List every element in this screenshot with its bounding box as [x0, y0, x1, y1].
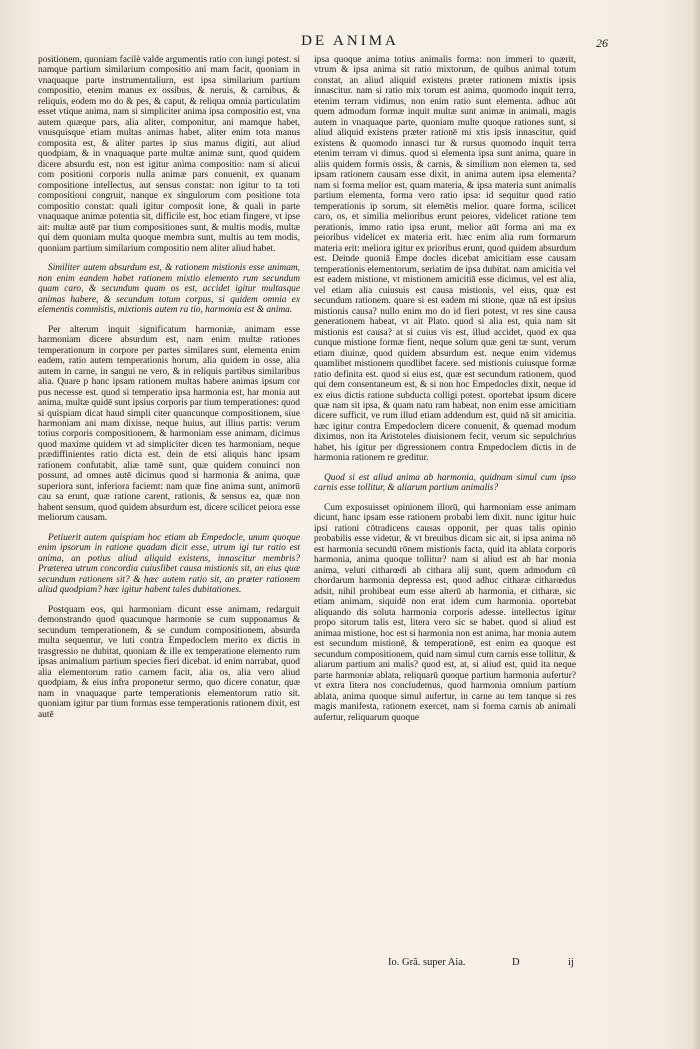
- left-column: [38, 55, 300, 952]
- right-paragraph-1: ipsa quoque anima totius animalis forma: non immeri to quærit, vtrum & ipsa anima sit ratio mixtorum, de quibus animal totum constat, an aliud aliquid existens præter rationem mixtis ipsis innascitur. nam si ratio mix torum est anima, quomodo inquit terra, etenim terram vidimus, non enim ratio sunt elementa. adhuc aūt quem admodum formæ inquit multæ sunt animæ in animali, magis autem in vnaquaque parte, quoniam multe quoque rationes sunt, si aliud aliquid existens præter rationē mi xtis ipsis innascitur, quid existens & quomodo innasci tur & rursus quomodo inquit terra etenim terram vi dimus. quod si elementa ipsa sunt anima, quare in aliis quidem formis ossis, & carnis, & similium non elemen ta, sed ipsam rationem causam esse dixit, in anima autem ipsa elementa? nam si forma melior est, quam materia, & ipsa materia sunt animalis partium elementa, forma vero ratio ipsa: id sequitur quod ratio temperationis ip sorum, sit elemētis melior. quare forma, scilicet caro, os, et similia melioribus erunt peiores, videlicet ratione tem perationis, immo ratio ipsa erunt, melior aūt forma ani ma ex peioribus videlicet ex materia erit. hæc enim alia rum formarum materia erit: meliora igitur ex prioribus erunt, quod quidem absurdum est. Deinde quoniā Empe docles dicebat amicitiam esse causam temperationis elementorum, seriatim de ipsa dubitat. nam amicitia vel est eadem mistione, vt mistionem amicitiā esse dicimus, vel est alia, vel etiam alia cuiusuis est causa mistionis, vel eius, quæ est secundum rationem. quare si est eadem mi stione, quæ nā est ipsius mistionis causa? nullo enim mo do id fieri potest, vt res sine causa generationem habeat, vt ait Plato. quod si alia est, quia nam sit mistionis est causa? at si cuius vis est, illud accidet, quod ex qua cunque mistione formæ fient, neque solum quæ geni tæ sunt, verum etiam diuinæ, quod quidem absurdum est. neque enim videmus quamlibet mistionem quodlibet facere. sed mistionis cuiusque formæ ratio definita est. quod si eius est, quæ est secundum rationem, quod qui dem consentaneum est, & si non hoc Empedocles dixit, neque id ex eius dictis ratione subducta colligi potest. oportebat ipsum dicere quæ nam sit ipsa, & quam natu ram habeat, non enim esse amicitiam dicere sufficit, ve rum illud etiam addendum est, quid nā sit amicitia. hæc igitur contra Empedoclem dicere conuenit, & quemad modum diximus, non ita Aristoteles diuisionem fecit, verum sic sepulchrius habet, his igitur per digressionem contra Empedoclem dictis in de harmonia rationem re greditur.: [314, 55, 576, 464]
- right-column: [314, 55, 576, 955]
- folio-number: 26: [596, 36, 608, 50]
- right-lemma-1: Quod si est aliud anima ab harmonia, quidnam simul cum ipso carnis esse tollitur, & aliarum partium animalis?: [314, 472, 576, 494]
- signature-line: Io. Grã. super Aia.: [388, 957, 466, 968]
- signature-number: ij: [568, 957, 574, 968]
- running-header: DE ANIMA: [301, 33, 399, 49]
- left-lemma-1: Similiter autem absurdum est, & rationem mistionis esse animam, non enim eandem habet rationem mixtio elemento rum secundum quam caro, & secundum quam os est, accidet igitur multasque animas habere, & secundum totum corpus, si quidem omnia ex elementis commistis, mixtionis autem ra tio, harmonia est & anima.: [38, 263, 300, 316]
- right-paragraph-2: Cum exposuisset opinionem illorū, qui harmoniam esse animam dicunt, hanc ipsam esse rationem probabi lem dixit. nunc igitur huic ipsi rationi cōtradicens causas opponit, per quas talis opinio probabilis esse videtur, & vt breuibus dicam sic ait, si ipsa anima nō est harmonia secundū rōnem mistionis facta, quid ita ablata corporis harmonia, anima quoque tollitur? nam si aliud est ab har monia anima, veluti citharœdi ab cithara alij sunt, quem admodum cū chordarum harmonia depressa est, quod adhuc citharæ citharœdus adsit, nihil prohibeat eum esse alterū ab harmonia, et citharæ, sic etiam animam, siquidē non erat idem cum harmonia. oportebat aliquando dis soluta harmonia corporis adesse. intellectus igitur propo sitorum talis est, litera vero sic se habet. quod si aliud est animaa mistione, hoc est si harmonia non est anima, har monia autem est secundum mistionē, & temperationē, est enim ea quoque est secundum compositionem, quid nam simul cum carnis esse tollitur, & aliarum partium ani malis? quod est, at, si aliud est, quid ita neque parte harmoniæ ablata, reliquarū quoque partium harmonia aufertur? vt extra litera nos concludemus, quod harmonia omnium partium ablata, anima quoque simul aufertur, in carne au tem tanque si res magis manifesta, rationem exercet, nam si forma carnis ab animali aufertur, reliquarum quoque: [314, 502, 576, 723]
- left-paragraph-2: Per alterum inquit significatum harmoniæ, animam esse harmoniam dicere absurdum est, nam enim multæ rationes temperationum in corpore per partes similares sunt, elementa enim eadem, ratio autem temperationis horum, alia quidem in osse, alia autem in carne, in sangui ne vero, & in reliquis partibus similaribus alia. Quare p hanc ipsam rationem multas habere animas ipsum cor pus necesse est. quod si temperatio ipsa harmonia est, har monia aut anima, multæ quidē sunt ipsius corporis par tium temperationes: quod si quispiam dicat haud simpli citer quancunque compositionem, siue harmoniam ani mam dixisse, neque huius, aut illius partis: verum totius corporis compositionem, & harmoniam esse animam, dicimus quod maxime quidem vt ad simpliciter dicen tes harmoniam, neque prædiffinientes ratio dicta est. dein de etsi aliquis hanc ipsam rationem confutabit, aliæ tamē sunt, quæ quidem conuinci non possunt, ad omnes autē dicimus quod si harmonia & anima, quæ superiora sunt, inferiora faciemt: nam quæ fine anima sunt, animorū cau sa erunt, quæ ratione carent, rationis, & sensus ea, quæ non habent sensum, quod quidem absurdum est, dicere scilicet peiora esse meliorum causam.: [38, 324, 300, 524]
- left-lemma-2: Petiuerit autem quispiam hoc etiam ab Empedocle, unum quoque enim ipsorum in ratione quadam dicit esse, utrum igi tur ratio est anima, an potius aliud aliquid existens, innascitur membris? Præterea utrum concordia cuiuslibet causa mistionis sit, an eius quæ secundum rationem sit? & hæc autem ratio sit, an præter rationem aliud quodpiam? hæc igitur habent tales dubitationes.: [38, 532, 300, 596]
- left-paragraph-1: positionem, quoniam facilè valde argumentis ratio con iungi potest. si namque partium similarium compositio ani mam facit, quoniam in vnaquaque parte instrumentaliurn, est ipsa similarium partium compositio, etenim manus ex ossibus, & neruis, & carnibus, & reliquis, eodem mo do & pes, & caput, & reliqua omnia particulatim esset vtique anima, nam si simpliciter anima ipsa compositio est, vna autem quæque pars, alia aliter, componitur, ani mamque habet, vnusquisque etiam multas animas habet, aliter enim tota manus composita est, & aliter partes ip sius manus digiti, aut aliud quodpiam, & in vnaquaque parte multæ animæ sunt, quod quidem dicere absurdu est, non est igitur anima compositio: nam si alicui com positioni corporis nulla animæ pars conuenit, ex quanam compositione intellectus, aut sensus constat: non igitur to ta toti compositioni congruit, nanque ex singulorum com positione tota compositio constat: quali igitur composit ione, & quali in parte vnaquaque animæ potentia sit, difficile est, hoc etiam fingere, vt ipse ait: multæ autē par tium compositiones sunt, & multis modis, multæ qui dem quoniam multa quoque membra sunt, multis au tem modis, quoniam partium similarium compositio nem aliter aliud habet.: [38, 55, 300, 254]
- signature-mark: D: [512, 957, 520, 968]
- page-edge-shadow: [692, 0, 700, 1049]
- left-paragraph-3: Postquam eos, qui harmoniam dicunt esse animam, redarguit demonstrando quod quacunque harmonie se cum supponamus & secundum temperationem, & se cundum compositionem, absurda multa sequentur, ve luti contra Empedoclem merito ex dictis in trasgressio ne dubitat, quoniam & ille ex temperatione elemento rum ipsas animalium partium species fieri dicebat. id enim narrabat, quod alia elementorum ratio carnem facit, alia os, alia vero aliud quodpiam, & eius infra proponetur sermo, quo dicere conatur, quæ nam in vnaquaque parte temperationis elementorum ratio sit. quoniam igitur par tium formas esse temperationis rationem dixit, est autē: [38, 604, 300, 720]
